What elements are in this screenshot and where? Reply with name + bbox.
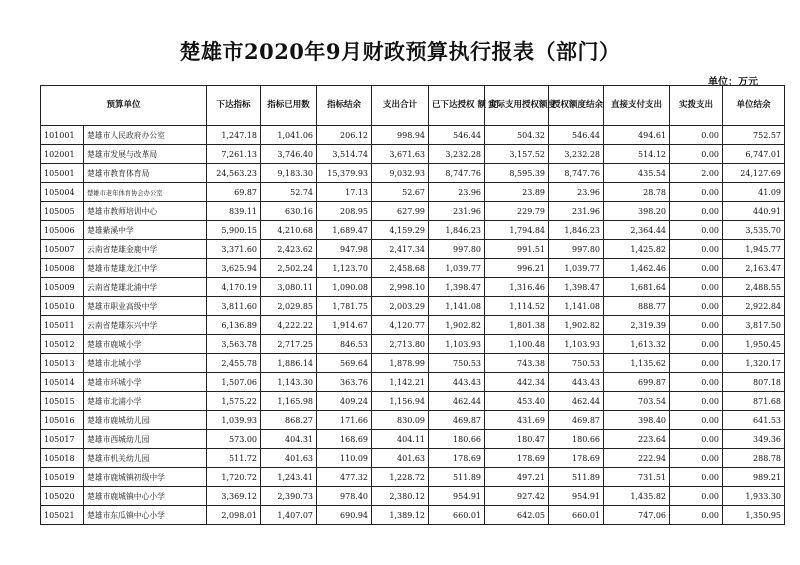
cell-unit-code: 105016	[41, 411, 84, 430]
cell-unit-name: 楚雄市北城小学	[84, 354, 207, 373]
cell-direct-payment: 1,462.46	[604, 259, 670, 278]
table-row	[41, 259, 785, 278]
cell-unit-balance: 1,350.95	[723, 506, 785, 525]
cell-authorized-amount: 1,141.08	[429, 297, 485, 316]
cell-actual-allocation: 0.00	[670, 202, 723, 221]
cell-actual-allocation: 0.00	[670, 430, 723, 449]
budget-execution-table	[40, 85, 785, 525]
table-row	[41, 183, 785, 202]
cell-unit-balance: 989.21	[723, 468, 785, 487]
cell-quota-balance: 477.32	[317, 468, 372, 487]
cell-total-expenditure: 1,228.72	[372, 468, 429, 487]
cell-direct-payment: 1,425.82	[604, 240, 670, 259]
cell-actual-allocation: 0.00	[670, 297, 723, 316]
cell-unit-balance: 24,127.69	[723, 164, 785, 183]
cell-used-quota: 401.63	[261, 449, 317, 468]
cell-unit-name: 楚雄市职业高级中学	[84, 297, 207, 316]
cell-total-expenditure: 627.99	[372, 202, 429, 221]
cell-direct-payment: 1,681.64	[604, 278, 670, 297]
cell-total-expenditure: 2,713.80	[372, 335, 429, 354]
cell-unit-name: 楚雄市楚雄龙江中学	[84, 259, 207, 278]
cell-total-expenditure: 2,998.10	[372, 278, 429, 297]
unit-label: 单位：万元	[708, 77, 758, 88]
cell-issued-quota: 3,371.60	[207, 240, 261, 259]
cell-unit-name: 楚雄市北浦小学	[84, 392, 207, 411]
cell-unit-balance: 440.91	[723, 202, 785, 221]
cell-authorized-balance: 443.43	[549, 373, 604, 392]
cell-unit-code: 105017	[41, 430, 84, 449]
cell-direct-payment: 703.54	[604, 392, 670, 411]
cell-actual-authorized-used: 927.42	[485, 487, 549, 506]
cell-total-expenditure: 9,032.93	[372, 164, 429, 183]
cell-issued-quota: 3,563.78	[207, 335, 261, 354]
cell-used-quota: 2,717.25	[261, 335, 317, 354]
cell-unit-name: 楚雄紫溪中学	[84, 221, 207, 240]
cell-quota-balance: 947.98	[317, 240, 372, 259]
cell-authorized-balance: 660.01	[549, 506, 604, 525]
cell-total-expenditure: 404.11	[372, 430, 429, 449]
col-header-issued-quota: 下达指标	[207, 86, 261, 126]
cell-authorized-amount: 443.43	[429, 373, 485, 392]
cell-authorized-amount: 180.66	[429, 430, 485, 449]
cell-quota-balance: 978.40	[317, 487, 372, 506]
cell-authorized-balance: 1,902.82	[549, 316, 604, 335]
cell-unit-balance: 2,163.47	[723, 259, 785, 278]
table-row	[41, 449, 785, 468]
cell-authorized-amount: 546.44	[429, 126, 485, 145]
cell-authorized-balance: 8,747.76	[549, 164, 604, 183]
cell-authorized-amount: 1,398.47	[429, 278, 485, 297]
cell-authorized-amount: 8,747.76	[429, 164, 485, 183]
cell-actual-authorized-used: 23.89	[485, 183, 549, 202]
cell-used-quota: 2,390.73	[261, 487, 317, 506]
cell-issued-quota: 3,811.60	[207, 297, 261, 316]
cell-authorized-balance: 1,039.77	[549, 259, 604, 278]
cell-used-quota: 1,165.98	[261, 392, 317, 411]
cell-actual-allocation: 0.00	[670, 145, 723, 164]
table-body	[41, 126, 785, 525]
table-row	[41, 297, 785, 316]
cell-authorized-balance: 180.66	[549, 430, 604, 449]
cell-authorized-amount: 23.96	[429, 183, 485, 202]
cell-quota-balance: 1,689.47	[317, 221, 372, 240]
cell-authorized-amount: 231.96	[429, 202, 485, 221]
cell-quota-balance: 363.76	[317, 373, 372, 392]
cell-used-quota: 1,041.06	[261, 126, 317, 145]
cell-unit-balance: 41.09	[723, 183, 785, 202]
cell-unit-balance: 6,747.01	[723, 145, 785, 164]
cell-actual-allocation: 0.00	[670, 259, 723, 278]
cell-authorized-amount: 1,902.82	[429, 316, 485, 335]
cell-quota-balance: 1,090.08	[317, 278, 372, 297]
cell-actual-allocation: 0.00	[670, 240, 723, 259]
cell-actual-authorized-used: 1,794.84	[485, 221, 549, 240]
cell-actual-allocation: 0.00	[670, 354, 723, 373]
cell-direct-payment: 514.12	[604, 145, 670, 164]
cell-total-expenditure: 1,142.21	[372, 373, 429, 392]
cell-unit-name: 云南省楚雄北浦中学	[84, 278, 207, 297]
cell-unit-name: 楚雄市人民政府办公室	[84, 126, 207, 145]
cell-unit-code: 105009	[41, 278, 84, 297]
cell-unit-code: 105014	[41, 373, 84, 392]
cell-authorized-balance: 462.44	[549, 392, 604, 411]
table-row	[41, 145, 785, 164]
cell-total-expenditure: 998.94	[372, 126, 429, 145]
cell-used-quota: 630.16	[261, 202, 317, 221]
cell-actual-authorized-used: 1,114.52	[485, 297, 549, 316]
cell-actual-allocation: 0.00	[670, 221, 723, 240]
cell-unit-name: 楚雄市东瓜镇中心小学	[84, 506, 207, 525]
table-row	[41, 373, 785, 392]
cell-total-expenditure: 2,417.34	[372, 240, 429, 259]
cell-unit-name: 楚雄市教育体育局	[84, 164, 207, 183]
cell-used-quota: 404.31	[261, 430, 317, 449]
cell-unit-balance: 3,817.50	[723, 316, 785, 335]
cell-total-expenditure: 1,389.12	[372, 506, 429, 525]
cell-direct-payment: 2,364.44	[604, 221, 670, 240]
cell-unit-code: 105013	[41, 354, 84, 373]
col-header-actual-authorized-used: 实际支用授权额度	[485, 86, 549, 126]
table-row	[41, 411, 785, 430]
cell-actual-allocation: 0.00	[670, 335, 723, 354]
cell-unit-name: 楚雄市鹿城幼儿园	[84, 411, 207, 430]
table-row	[41, 221, 785, 240]
table-row	[41, 354, 785, 373]
cell-authorized-amount: 469.87	[429, 411, 485, 430]
cell-authorized-balance: 997.80	[549, 240, 604, 259]
cell-actual-authorized-used: 1,316.46	[485, 278, 549, 297]
cell-unit-code: 105010	[41, 297, 84, 316]
cell-issued-quota: 1,575.22	[207, 392, 261, 411]
cell-actual-authorized-used: 996.21	[485, 259, 549, 278]
cell-total-expenditure: 1,878.99	[372, 354, 429, 373]
cell-authorized-balance: 469.87	[549, 411, 604, 430]
cell-authorized-amount: 954.91	[429, 487, 485, 506]
cell-actual-allocation: 0.00	[670, 487, 723, 506]
cell-unit-balance: 641.53	[723, 411, 785, 430]
cell-authorized-amount: 750.53	[429, 354, 485, 373]
cell-issued-quota: 1,720.72	[207, 468, 261, 487]
cell-direct-payment: 888.77	[604, 297, 670, 316]
cell-unit-code: 105005	[41, 202, 84, 221]
cell-direct-payment: 1,135.62	[604, 354, 670, 373]
cell-used-quota: 3,080.11	[261, 278, 317, 297]
cell-unit-balance: 2,922.84	[723, 297, 785, 316]
cell-direct-payment: 1,435.82	[604, 487, 670, 506]
cell-issued-quota: 7,261.13	[207, 145, 261, 164]
cell-authorized-amount: 462.44	[429, 392, 485, 411]
cell-authorized-balance: 231.96	[549, 202, 604, 221]
cell-actual-authorized-used: 178.69	[485, 449, 549, 468]
cell-issued-quota: 3,369.12	[207, 487, 261, 506]
cell-used-quota: 52.74	[261, 183, 317, 202]
cell-quota-balance: 15,379.93	[317, 164, 372, 183]
cell-unit-name: 楚雄市教师培训中心	[84, 202, 207, 221]
cell-unit-code: 105015	[41, 392, 84, 411]
cell-total-expenditure: 401.63	[372, 449, 429, 468]
cell-quota-balance: 409.24	[317, 392, 372, 411]
table-row	[41, 164, 785, 183]
cell-total-expenditure: 2,458.68	[372, 259, 429, 278]
cell-authorized-balance: 3,232.28	[549, 145, 604, 164]
table-row	[41, 335, 785, 354]
cell-issued-quota: 4,170.19	[207, 278, 261, 297]
cell-authorized-balance: 1,141.08	[549, 297, 604, 316]
cell-unit-code: 105011	[41, 316, 84, 335]
cell-direct-payment: 731.51	[604, 468, 670, 487]
cell-authorized-amount: 511.89	[429, 468, 485, 487]
cell-direct-payment: 223.64	[604, 430, 670, 449]
table-row	[41, 430, 785, 449]
cell-total-expenditure: 4,120.77	[372, 316, 429, 335]
cell-unit-balance: 1,945.77	[723, 240, 785, 259]
cell-unit-code: 102001	[41, 145, 84, 164]
cell-total-expenditure: 52.67	[372, 183, 429, 202]
cell-quota-balance: 168.69	[317, 430, 372, 449]
cell-used-quota: 3,746.40	[261, 145, 317, 164]
cell-quota-balance: 1,123.70	[317, 259, 372, 278]
cell-quota-balance: 17.13	[317, 183, 372, 202]
cell-unit-code: 105012	[41, 335, 84, 354]
cell-issued-quota: 1,247.18	[207, 126, 261, 145]
col-header-unit-balance: 单位结余	[723, 86, 785, 126]
cell-used-quota: 2,423.62	[261, 240, 317, 259]
cell-authorized-amount: 1,039.77	[429, 259, 485, 278]
cell-unit-code: 105008	[41, 259, 84, 278]
cell-total-expenditure: 830.09	[372, 411, 429, 430]
cell-actual-authorized-used: 1,801.38	[485, 316, 549, 335]
table-row	[41, 126, 785, 145]
cell-unit-balance: 1,950.45	[723, 335, 785, 354]
table-row	[41, 392, 785, 411]
cell-unit-balance: 1,320.17	[723, 354, 785, 373]
cell-issued-quota: 839.11	[207, 202, 261, 221]
cell-total-expenditure: 3,671.63	[372, 145, 429, 164]
col-header-actual-allocation: 实拨支出	[670, 86, 723, 126]
cell-authorized-balance: 1,398.47	[549, 278, 604, 297]
cell-used-quota: 2,502.24	[261, 259, 317, 278]
cell-actual-allocation: 0.00	[670, 392, 723, 411]
cell-direct-payment: 699.87	[604, 373, 670, 392]
table-row	[41, 506, 785, 525]
cell-actual-allocation: 0.00	[670, 411, 723, 430]
cell-authorized-balance: 546.44	[549, 126, 604, 145]
cell-issued-quota: 3,625.94	[207, 259, 261, 278]
cell-actual-authorized-used: 1,100.48	[485, 335, 549, 354]
cell-used-quota: 1,243.41	[261, 468, 317, 487]
cell-actual-allocation: 0.00	[670, 126, 723, 145]
cell-authorized-amount: 1,103.93	[429, 335, 485, 354]
cell-actual-authorized-used: 8,595.39	[485, 164, 549, 183]
cell-actual-allocation: 2.00	[670, 164, 723, 183]
col-header-authorized-balance: 授权额度结余	[549, 86, 604, 126]
cell-unit-balance: 1,933.30	[723, 487, 785, 506]
cell-authorized-balance: 1,846.23	[549, 221, 604, 240]
cell-unit-name: 楚雄市鹿城小学	[84, 335, 207, 354]
cell-authorized-amount: 3,232.28	[429, 145, 485, 164]
cell-unit-code: 105018	[41, 449, 84, 468]
cell-quota-balance: 3,514.74	[317, 145, 372, 164]
cell-total-expenditure: 2,380.12	[372, 487, 429, 506]
cell-issued-quota: 6,136.89	[207, 316, 261, 335]
cell-unit-name: 楚雄市发展与改革局	[84, 145, 207, 164]
cell-authorized-balance: 1,103.93	[549, 335, 604, 354]
cell-direct-payment: 435.54	[604, 164, 670, 183]
cell-direct-payment: 747.06	[604, 506, 670, 525]
cell-actual-authorized-used: 453.40	[485, 392, 549, 411]
table-row	[41, 240, 785, 259]
cell-authorized-balance: 954.91	[549, 487, 604, 506]
cell-unit-code: 105019	[41, 468, 84, 487]
cell-actual-authorized-used: 3,157.52	[485, 145, 549, 164]
cell-actual-allocation: 0.00	[670, 183, 723, 202]
cell-unit-code: 105020	[41, 487, 84, 506]
cell-used-quota: 4,210.68	[261, 221, 317, 240]
cell-quota-balance: 846.53	[317, 335, 372, 354]
cell-authorized-amount: 1,846.23	[429, 221, 485, 240]
cell-issued-quota: 69.87	[207, 183, 261, 202]
col-header-unit: 预算单位	[41, 86, 207, 126]
cell-used-quota: 868.27	[261, 411, 317, 430]
col-header-total-expenditure: 支出合计	[372, 86, 429, 126]
cell-unit-code: 101001	[41, 126, 84, 145]
cell-authorized-balance: 750.53	[549, 354, 604, 373]
cell-actual-allocation: 0.00	[670, 449, 723, 468]
cell-actual-authorized-used: 431.69	[485, 411, 549, 430]
cell-used-quota: 1,886.14	[261, 354, 317, 373]
cell-unit-name: 云南省楚雄东兴中学	[84, 316, 207, 335]
cell-actual-allocation: 0.00	[670, 468, 723, 487]
col-header-authorized-amount: 已下达授权 额 度	[429, 86, 485, 126]
table-row	[41, 316, 785, 335]
table-row	[41, 487, 785, 506]
cell-authorized-amount: 178.69	[429, 449, 485, 468]
cell-actual-authorized-used: 229.79	[485, 202, 549, 221]
cell-issued-quota: 1,039.93	[207, 411, 261, 430]
cell-unit-name: 楚雄市机关幼儿园	[84, 449, 207, 468]
cell-used-quota: 1,143.30	[261, 373, 317, 392]
table-row	[41, 278, 785, 297]
cell-actual-authorized-used: 743.38	[485, 354, 549, 373]
cell-direct-payment: 398.40	[604, 411, 670, 430]
cell-quota-balance: 208.95	[317, 202, 372, 221]
cell-total-expenditure: 4,159.29	[372, 221, 429, 240]
cell-issued-quota: 2,098.01	[207, 506, 261, 525]
cell-authorized-amount: 660.01	[429, 506, 485, 525]
cell-unit-balance: 807.18	[723, 373, 785, 392]
col-header-used-quota: 指标已用数	[261, 86, 317, 126]
cell-quota-balance: 206.12	[317, 126, 372, 145]
cell-issued-quota: 24,563.23	[207, 164, 261, 183]
cell-authorized-balance: 511.89	[549, 468, 604, 487]
cell-actual-allocation: 0.00	[670, 506, 723, 525]
cell-unit-code: 105021	[41, 506, 84, 525]
cell-quota-balance: 1,914.67	[317, 316, 372, 335]
cell-direct-payment: 398.20	[604, 202, 670, 221]
cell-total-expenditure: 2,003.29	[372, 297, 429, 316]
cell-direct-payment: 28.78	[604, 183, 670, 202]
cell-quota-balance: 110.09	[317, 449, 372, 468]
cell-actual-authorized-used: 991.51	[485, 240, 549, 259]
col-header-quota-balance: 指标结余	[317, 86, 372, 126]
cell-issued-quota: 5,900.15	[207, 221, 261, 240]
cell-unit-code: 105001	[41, 164, 84, 183]
cell-unit-name: 云南省楚雄金鹿中学	[84, 240, 207, 259]
cell-actual-authorized-used: 497.21	[485, 468, 549, 487]
table-header-row	[41, 86, 785, 126]
cell-authorized-balance: 23.96	[549, 183, 604, 202]
cell-unit-balance: 752.57	[723, 126, 785, 145]
table-row	[41, 202, 785, 221]
cell-unit-balance: 3,535.70	[723, 221, 785, 240]
cell-actual-authorized-used: 642.05	[485, 506, 549, 525]
cell-unit-balance: 871.68	[723, 392, 785, 411]
cell-actual-allocation: 0.00	[670, 373, 723, 392]
col-header-direct-payment: 直接支付支出	[604, 86, 670, 126]
report-title: 楚雄市2020年9月财政预算执行报表（部门）	[179, 39, 621, 64]
cell-direct-payment: 1,613.32	[604, 335, 670, 354]
cell-unit-name: 楚雄市鹿城镇中心小学	[84, 487, 207, 506]
table-row	[41, 468, 785, 487]
cell-unit-code: 105007	[41, 240, 84, 259]
cell-issued-quota: 511.72	[207, 449, 261, 468]
cell-unit-balance: 2,488.55	[723, 278, 785, 297]
cell-direct-payment: 222.94	[604, 449, 670, 468]
cell-unit-name: 楚雄市老年体育协会办公室	[84, 183, 207, 202]
cell-total-expenditure: 1,156.94	[372, 392, 429, 411]
cell-unit-name: 楚雄市鹿城镇初级中学	[84, 468, 207, 487]
cell-unit-name: 楚雄市环城小学	[84, 373, 207, 392]
cell-actual-allocation: 0.00	[670, 278, 723, 297]
cell-actual-authorized-used: 442.34	[485, 373, 549, 392]
cell-unit-balance: 288.78	[723, 449, 785, 468]
cell-authorized-amount: 997.80	[429, 240, 485, 259]
cell-direct-payment: 494.61	[604, 126, 670, 145]
cell-used-quota: 4,222.22	[261, 316, 317, 335]
cell-quota-balance: 569.64	[317, 354, 372, 373]
cell-unit-code: 105004	[41, 183, 84, 202]
cell-actual-authorized-used: 504.32	[485, 126, 549, 145]
cell-used-quota: 1,407.07	[261, 506, 317, 525]
cell-issued-quota: 573.00	[207, 430, 261, 449]
cell-used-quota: 2,029.85	[261, 297, 317, 316]
cell-actual-authorized-used: 180.47	[485, 430, 549, 449]
cell-issued-quota: 2,455.78	[207, 354, 261, 373]
cell-unit-code: 105006	[41, 221, 84, 240]
cell-quota-balance: 690.94	[317, 506, 372, 525]
cell-direct-payment: 2,319.39	[604, 316, 670, 335]
cell-used-quota: 9,183.30	[261, 164, 317, 183]
cell-quota-balance: 1,781.75	[317, 297, 372, 316]
cell-unit-balance: 349.36	[723, 430, 785, 449]
cell-quota-balance: 171.66	[317, 411, 372, 430]
cell-actual-allocation: 0.00	[670, 316, 723, 335]
cell-issued-quota: 1,507.06	[207, 373, 261, 392]
cell-unit-name: 楚雄市西城幼儿园	[84, 430, 207, 449]
cell-authorized-balance: 178.69	[549, 449, 604, 468]
